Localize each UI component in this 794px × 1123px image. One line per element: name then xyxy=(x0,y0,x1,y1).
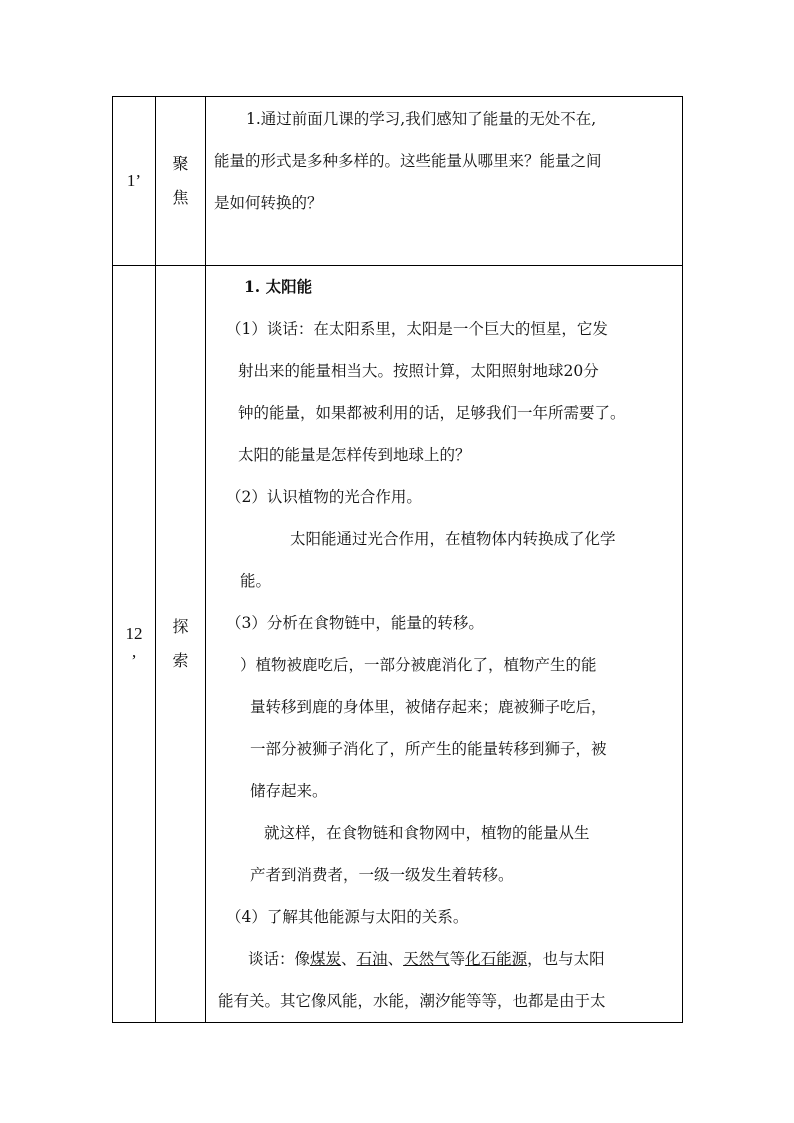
underlined-term: 天然气 xyxy=(403,950,450,968)
paragraph-line: 太阳的能量是怎样传到地球上的？ xyxy=(238,446,471,464)
time-label: 12 xyxy=(125,624,143,643)
content-cell xyxy=(206,266,683,1023)
paragraph-line: （3）分析在食物链中，能量的转移。 xyxy=(226,614,484,632)
paragraph-line: 一部分被狮子消化了，所产生的能量转移到狮子，被 xyxy=(250,740,607,758)
content-cell xyxy=(206,97,683,266)
stage-cell xyxy=(156,266,206,1023)
paragraph-line: 能。 xyxy=(240,572,272,590)
paragraph-line xyxy=(214,938,676,980)
stage-char: 聚 xyxy=(172,154,189,173)
time-label: 1’ xyxy=(126,171,142,190)
section-heading: 1. 太阳能 xyxy=(244,277,313,296)
stage-char: 焦 xyxy=(172,188,189,207)
time-suffix: ’ xyxy=(131,651,137,670)
paragraph-line: 就这样，在食物链和食物网中，植物的能量从生 xyxy=(264,824,590,842)
time-cell xyxy=(113,266,156,1023)
paragraph-line: 射出来的能量相当大。按照计算，太阳照射地球20分 xyxy=(238,362,599,380)
paragraph-line: （1）谈话：在太阳系里，太阳是一个巨大的恒星，它发 xyxy=(226,320,608,338)
paragraph-line: 1.通过前面几课的学习,我们感知了能量的无处不在, xyxy=(246,110,597,128)
paragraph-line: 能有关。其它像风能，水能，潮汐能等等，也都是由于太 xyxy=(218,992,606,1010)
text-run: 、 xyxy=(387,950,404,968)
text-run: 、 xyxy=(341,950,357,968)
paragraph-line: 钟的能量，如果都被利用的话，足够我们一年所需要了。 xyxy=(238,404,626,422)
text-run: ，也与太阳 xyxy=(527,950,605,968)
paragraph-line: 产者到消费者，一级一级发生着转移。 xyxy=(250,866,514,884)
paragraph-line: 是如何转换的？ xyxy=(214,194,323,212)
paragraph-line: （2）认识植物的光合作用。 xyxy=(226,488,422,506)
paragraph-line: 量转移到鹿的身体里，被储存起来；鹿被狮子吃后， xyxy=(250,698,607,716)
paragraph-line: （4）了解其他能源与太阳的关系。 xyxy=(226,908,469,926)
stage-char: 索 xyxy=(172,651,189,670)
stage-char: 探 xyxy=(172,617,189,636)
underlined-term: 石油 xyxy=(356,950,388,968)
stage-cell xyxy=(156,97,206,266)
underlined-term: 煤炭 xyxy=(310,950,342,968)
lesson-plan-table xyxy=(112,96,683,1023)
underlined-term: 化石能源 xyxy=(465,950,528,968)
table-row xyxy=(113,266,683,1023)
paragraph-line: 能量的形式是多种多样的。这些能量从哪里来？能量之间 xyxy=(214,152,602,170)
paragraph-line: 太阳能通过光合作用，在植物体内转换成了化学 xyxy=(290,530,616,548)
paragraph-line: 储存起来。 xyxy=(250,782,328,800)
text-run: 等 xyxy=(449,950,466,968)
time-cell xyxy=(113,97,156,266)
table-row xyxy=(113,97,683,266)
text-run: 谈话：像 xyxy=(248,950,311,968)
paragraph-line: ）植物被鹿吃后，一部分被鹿消化了，植物产生的能 xyxy=(240,656,597,674)
